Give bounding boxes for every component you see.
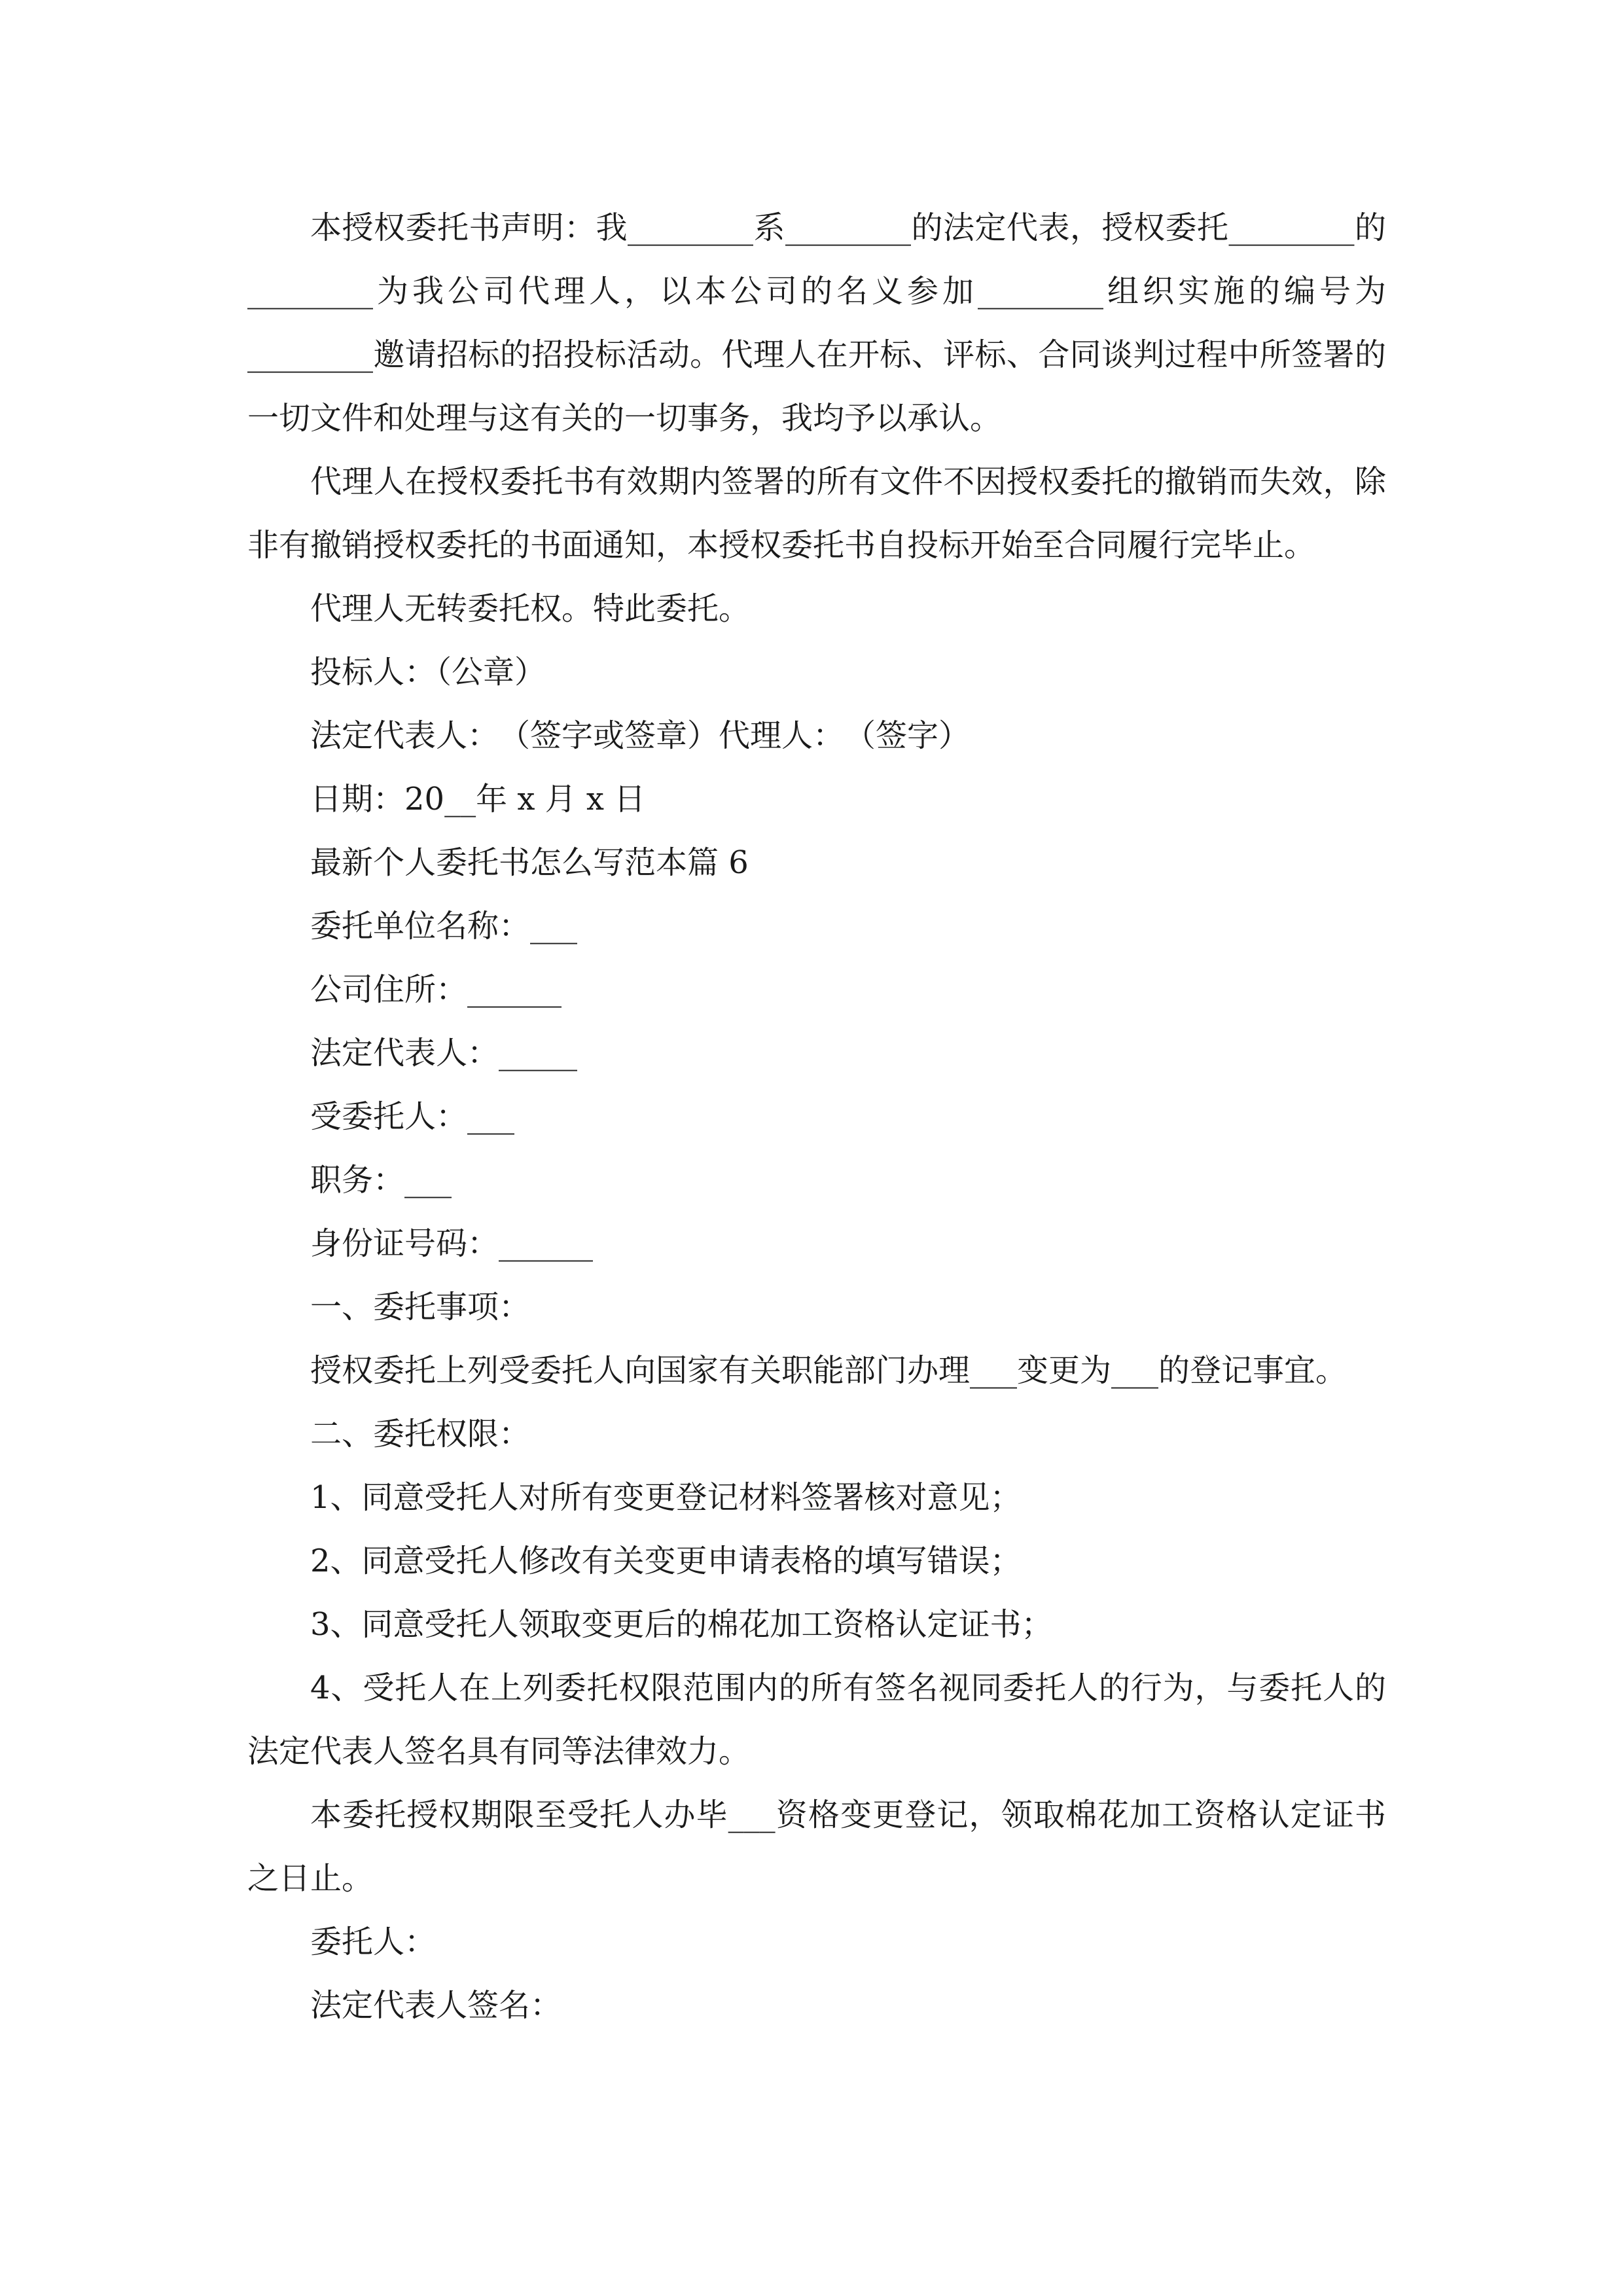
field-principal: 委托人： bbox=[310, 1924, 437, 1960]
authority-item-3: 3、同意受托人领取变更后的棉花加工资格认定证书； bbox=[310, 1606, 1053, 1643]
document-body bbox=[247, 196, 1386, 2037]
paragraph-legal-rep-agent: 法定代表人： （签字或签章）代理人： （签字） bbox=[310, 717, 971, 754]
field-position: 职务：___ bbox=[310, 1162, 452, 1198]
authority-item-4: 4、受托人在上列委托权限范围内的所有签名视同委托人的行为，与委托人的法定代表人签名具有同等法律效力。 bbox=[247, 1670, 1386, 1770]
field-legal-rep-signature: 法定代表人签名： bbox=[310, 1987, 562, 2024]
paragraph-authorization-period: 本委托授权期限至受托人办毕___资格变更登记，领取棉花加工资格认定证书之日止。 bbox=[247, 1797, 1386, 1897]
heading-entrusted-authority: 二、委托权限： bbox=[310, 1416, 531, 1452]
field-entrusting-unit: 委托单位名称：___ bbox=[310, 908, 578, 944]
paragraph-entrusted-matters: 授权委托上列受委托人向国家有关职能部门办理___变更为___的登记事宜。 bbox=[310, 1352, 1347, 1389]
section-heading: 最新个人委托书怎么写范本篇 6 bbox=[310, 844, 749, 881]
heading-entrusted-matters: 一、委托事项： bbox=[310, 1289, 531, 1325]
paragraph-bidder: 投标人：（公章） bbox=[310, 654, 546, 691]
paragraph-validity: 代理人在授权委托书有效期内签署的所有文件不因授权委托的撤销而失效，除非有撤销授权委托的书面通知，本授权委托书自投标开始至合同履行完毕止。 bbox=[247, 463, 1386, 564]
authority-item-2: 2、同意受托人修改有关变更申请表格的填写错误； bbox=[310, 1543, 1022, 1579]
field-trustee: 受委托人：___ bbox=[310, 1098, 515, 1135]
field-legal-representative: 法定代表人：_____ bbox=[310, 1035, 578, 1071]
authority-item-1: 1、同意受托人对所有变更登记材料签署核对意见； bbox=[310, 1479, 1022, 1516]
paragraph-authorization-statement: 本授权委托书声明：我________系________的法定代表，授权委托________的________为我公司代理人，以本公司的名义参加________组织实施的编号为________邀请招标的招投标活动。代理人在开标、评标、合同谈判过程中所签署的一切文件和处理与这有关的一切事务，我均予以承认。 bbox=[247, 209, 1386, 437]
paragraph-no-subdelegation: 代理人无转委托权。特此委托。 bbox=[310, 590, 751, 627]
field-company-address: 公司住所：______ bbox=[310, 971, 562, 1008]
paragraph-date: 日期：20__年 x 月 x 日 bbox=[310, 781, 646, 817]
field-id-number: 身份证号码：______ bbox=[310, 1225, 594, 1262]
